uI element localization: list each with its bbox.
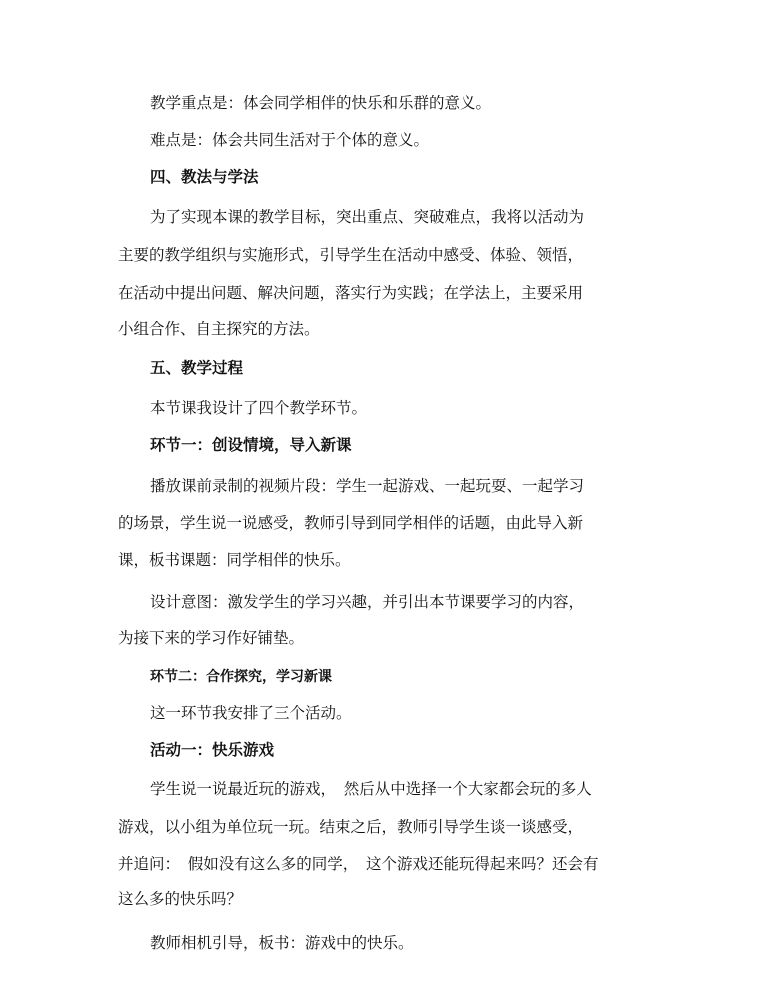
- key-points-text: 教学重点是：体会同学相伴的快乐和乐群的意义。: [150, 94, 492, 112]
- paragraph-line: 课，板书课题：同学相伴的快乐。: [118, 551, 351, 569]
- paragraph-line: 设计意图：激发学生的学习兴趣，并引出本节课要学习的内容，: [150, 593, 585, 611]
- paragraph-line: 并追问： 假如没有这么多的同学， 这个游戏还能玩得起来吗？还会有: [118, 855, 599, 873]
- section-heading-process: 五、教学过程: [150, 358, 244, 377]
- paragraph-line: 主要的教学组织与实施形式，引导学生在活动中感受、体验、领悟，: [118, 246, 584, 264]
- section-intro-text: 本节课我设计了四个教学环节。: [150, 399, 368, 417]
- paragraph-line: 学生说一说最近玩的游戏， 然后从中选择一个大家都会玩的多人: [150, 780, 592, 798]
- board-note-text: 教师相机引导，板书：游戏中的快乐。: [150, 934, 414, 952]
- paragraph-line: 的场景，学生说一说感受，教师引导到同学相伴的话题，由此导入新: [118, 514, 584, 532]
- activity1-heading: 活动一：快乐游戏: [150, 740, 275, 759]
- section-heading-methods: 四、教法与学法: [150, 167, 259, 186]
- paragraph-line: 为接下来的学习作好铺垫。: [118, 629, 305, 647]
- paragraph-line: 小组合作、自主探究的方法。: [118, 320, 320, 338]
- link2-heading: 环节二：合作探究，学习新课: [150, 669, 332, 685]
- paragraph-line: 为了实现本课的教学目标，突出重点、突破难点，我将以活动为: [150, 208, 585, 226]
- paragraph-line: 播放课前录制的视频片段：学生一起游戏、一起玩耍、一起学习: [150, 477, 585, 495]
- link2-intro-text: 这一环节我安排了三个活动。: [150, 704, 352, 722]
- difficulty-text: 难点是：体会共同生活对于个体的意义。: [150, 131, 430, 149]
- paragraph-line: 这么多的快乐吗？: [118, 890, 243, 908]
- link1-heading: 环节一：创设情境，导入新课: [150, 435, 352, 454]
- paragraph-line: 在活动中提出问题、解决问题，落实行为实践；在学法上，主要采用: [118, 284, 584, 302]
- paragraph-line: 游戏，以小组为单位玩一玩。结束之后，教师引导学生谈一谈感受，: [118, 818, 584, 836]
